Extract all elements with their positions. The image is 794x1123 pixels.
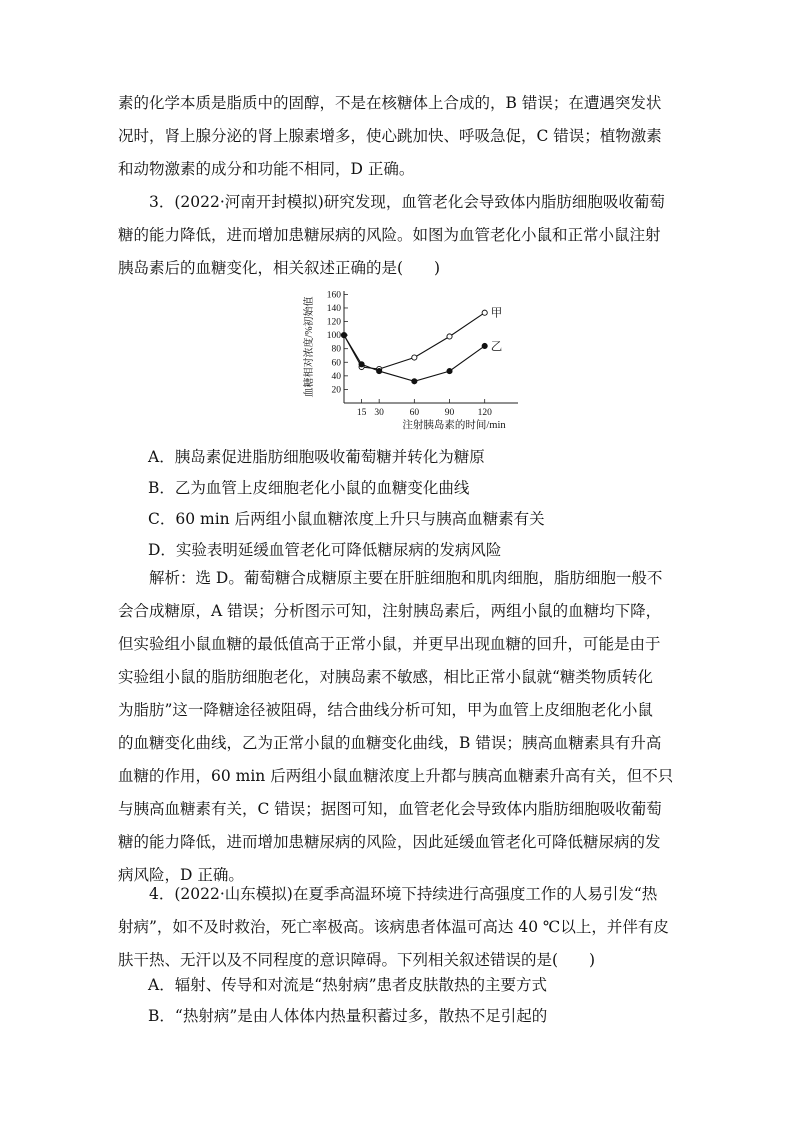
text-line: 和动物激素的成分和功能不相同，D 正确。 bbox=[118, 160, 415, 178]
y-tick-label: 80 bbox=[331, 344, 341, 355]
series-label: 甲 bbox=[490, 307, 503, 320]
data-point bbox=[447, 368, 452, 373]
text-line: 为脂肪”这一降糖途径被阻碍，结合曲线分析可知，甲为血管上皮细胞老化小鼠 bbox=[118, 701, 653, 719]
text-line: 4．(2022·山东模拟)在夏季高温环境下持续进行高强度工作的人易引发“热 bbox=[149, 885, 658, 903]
question-3-stem bbox=[118, 186, 680, 285]
y-tick-label: 60 bbox=[331, 358, 341, 369]
text-line: 糖的能力降低，进而增加患糖尿病的风险，因此延缓血管老化可降低糖尿病的发 bbox=[118, 833, 661, 851]
text-line: 会合成糖原，A 错误；分析图示可知，注射胰岛素后，两组小鼠的血糖均下降， bbox=[118, 602, 662, 620]
data-point bbox=[377, 368, 382, 373]
text-line: 病风险，D 正确。 bbox=[118, 866, 244, 884]
text-line: 实验组小鼠的脂肪细胞老化，对胰岛素不敏感，相比正常小鼠就“糖类物质转化 bbox=[118, 668, 653, 686]
data-point bbox=[359, 362, 364, 367]
text-line: 况时，肾上腺分泌的肾上腺素增多，使心跳加快、呼吸急促，C 错误；植物激素 bbox=[118, 127, 662, 145]
text-line: 肤干热、无汗以及不同程度的意识障碍。下列相关叙述错误的是( ) bbox=[118, 951, 596, 969]
data-point bbox=[482, 343, 487, 348]
blood-glucose-chart bbox=[298, 282, 520, 432]
q3-option-d: D．实验表明延缓血管老化可降低糖尿病的发病风险 bbox=[148, 541, 502, 559]
data-point bbox=[341, 333, 346, 338]
question-4-stem bbox=[118, 878, 680, 977]
text-line: 但实验组小鼠血糖的最低值高于正常小鼠，并更早出现血糖的回升，可能是由于 bbox=[118, 635, 661, 653]
text-line: 素的化学本质是脂质中的固醇，不是在核糖体上合成的，B 错误；在遭遇突发状 bbox=[118, 94, 662, 112]
series-label: 乙 bbox=[490, 340, 503, 353]
intro-paragraph bbox=[118, 87, 680, 186]
x-tick-label: 15 bbox=[356, 408, 367, 418]
data-point bbox=[482, 310, 487, 315]
y-tick-label: 160 bbox=[326, 290, 341, 301]
text-line: 射病”，如不及时救治，死亡率极高。该病患者体温可高达 40 ℃以上，并伴有皮 bbox=[118, 918, 669, 936]
text-line: 与胰高血糖素有关，C 错误；据图可知，血管老化会导致体内脂肪细胞吸收葡萄 bbox=[118, 800, 662, 818]
q4-option-a: A．辐射、传导和对流是“热射病”患者皮肤散热的主要方式 bbox=[148, 976, 548, 994]
q3-option-c: C．60 min 后两组小鼠血糖浓度上升只与胰高血糖素有关 bbox=[148, 510, 545, 528]
y-tick-label: 100 bbox=[326, 331, 341, 342]
q3-option-b: B．乙为血管上皮细胞老化小鼠的血糖变化曲线 bbox=[148, 479, 470, 497]
text-line: 糖的能力降低，进而增加患糖尿病的风险。如图为血管老化小鼠和正常小鼠注射 bbox=[118, 226, 661, 244]
x-tick-label: 120 bbox=[477, 408, 492, 418]
y-axis-label: 血糖相对浓度/%初始值 bbox=[304, 296, 315, 398]
text-line: 3．(2022·河南开封模拟)研究发现，血管老化会导致体内脂肪细胞吸收葡萄 bbox=[149, 193, 665, 211]
text-line: 血糖的作用，60 min 后两组小鼠血糖浓度上升都与胰高血糖素升高有关，但不只 bbox=[118, 767, 674, 785]
y-tick-label: 20 bbox=[331, 385, 341, 396]
y-tick-label: 120 bbox=[326, 317, 341, 328]
q3-option-a: A．胰岛素促进脂肪细胞吸收葡萄糖并转化为糖原 bbox=[148, 448, 485, 466]
text-line: 胰岛素后的血糖变化，相关叙述正确的是( ) bbox=[118, 259, 441, 277]
x-axis-label: 注射胰岛素的时间/min bbox=[402, 420, 506, 431]
text-line: 的血糖变化曲线，乙为正常小鼠的血糖变化曲线，B 错误；胰高血糖素具有升高 bbox=[118, 734, 662, 752]
q4-option-b: B．“热射病”是由人体体内热量积蓄过多，散热不足引起的 bbox=[148, 1007, 548, 1025]
x-tick-label: 60 bbox=[409, 408, 420, 418]
x-tick-label: 30 bbox=[374, 408, 384, 418]
q3-analysis bbox=[118, 562, 680, 892]
x-tick-label: 90 bbox=[444, 408, 455, 418]
data-point bbox=[447, 334, 452, 339]
text-line: 解析：选 D。葡萄糖合成糖原主要在肝脏细胞和肌肉细胞，脂肪细胞一般不 bbox=[149, 569, 663, 587]
data-point bbox=[412, 379, 417, 384]
y-tick-label: 140 bbox=[326, 303, 341, 314]
data-point bbox=[412, 355, 417, 360]
y-tick-label: 40 bbox=[331, 371, 341, 382]
chart-svg bbox=[298, 282, 520, 432]
